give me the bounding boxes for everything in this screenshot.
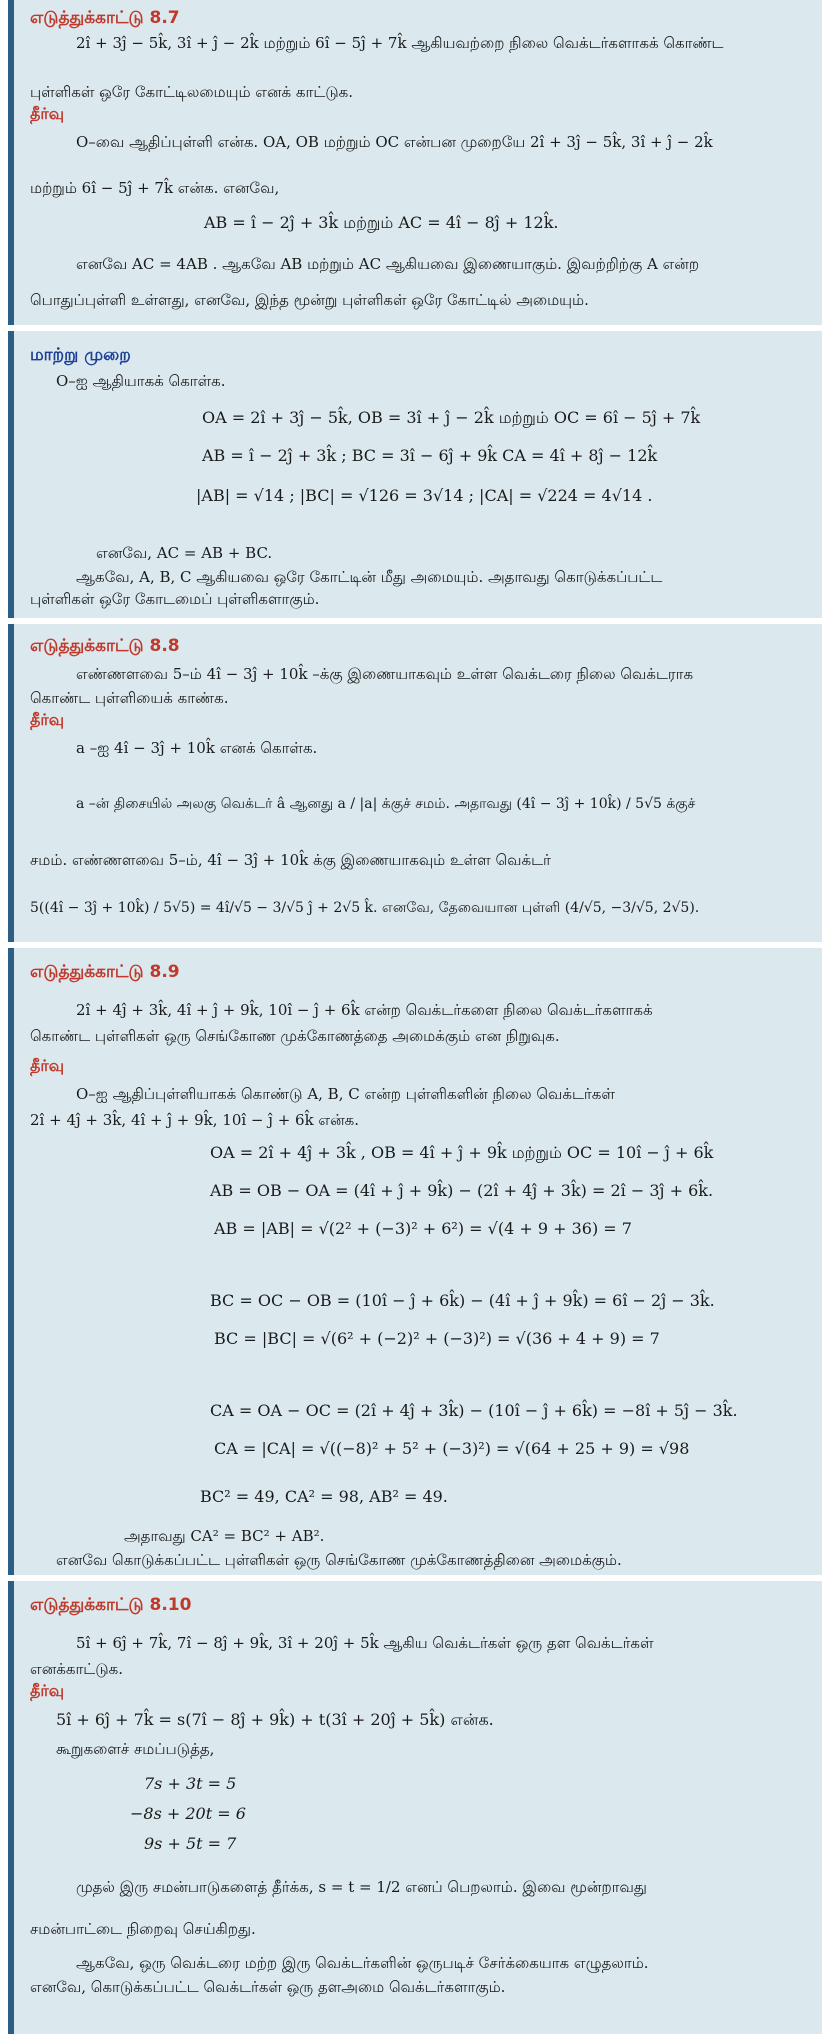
solution-line: O–ஐ ஆதிப்புள்ளியாகக் கொண்டு A, B, C என்ற புள்ளிகளின் நிலை வெக்டர்கள் — [76, 1085, 615, 1103]
text-line: சமன்பாட்டை நிறைவு செய்கிறது. — [30, 1920, 256, 1938]
equation: OA = 2î + 4ĵ + 3k̂ , OB = 4î + ĵ + 9k̂ மற்றும் OC = 10î − ĵ + 6k̂ — [210, 1143, 714, 1162]
text-line: ஆகவே, ஒரு வெக்டரை மற்ற இரு வெக்டர்களின் ஒருபடிச் சேர்க்கையாக எழுதலாம். — [76, 1954, 649, 1972]
text-line: எனவே, AC = AB + BC. — [96, 544, 273, 562]
example-8-8-box — [8, 624, 822, 942]
text-line: முதல் இரு சமன்பாடுகளைத் தீர்க்க, s = t = 1/2 எனப் பெறலாம். இவை மூன்றாவது — [76, 1878, 647, 1896]
text-line: அதாவது CA² = BC² + AB². — [124, 1527, 325, 1545]
example-8-7-box — [8, 0, 822, 325]
text-line: எனவே, கொடுக்கப்பட்ட வெக்டர்கள் ஒரு தளஅமை வெக்டர்களாகும். — [30, 1978, 506, 1996]
question-line: 2î + 4ĵ + 3k̂, 4î + ĵ + 9k̂, 10î − ĵ + 6k̂ என்ற வெக்டர்களை நிலை வெக்டர்களாகக் — [76, 1001, 653, 1019]
text-line: புள்ளிகள் ஒரே கோடமைப் புள்ளிகளாகும். — [30, 590, 320, 608]
equation: |AB| = √14 ; |BC| = √126 = 3√14 ; |CA| = √224 = 4√14 . — [196, 486, 653, 505]
question-line: கொண்ட புள்ளியைக் காண்க. — [30, 689, 229, 707]
equation: AB = |AB| = √(2² + (−3)² + 6²) = √(4 + 9 + 36) = 7 — [214, 1219, 632, 1238]
example-8-9-box — [8, 948, 822, 1575]
text-line: எனவே கொடுக்கப்பட்ட புள்ளிகள் ஒரு செங்கோண முக்கோணத்தினை அமைக்கும். — [56, 1551, 622, 1569]
equation: −8s + 20t = 6 — [130, 1804, 246, 1823]
equation: 9s + 5t = 7 — [144, 1834, 237, 1853]
example-title: எடுத்துக்காட்டு 8.9 — [30, 962, 180, 982]
equation: 7s + 3t = 5 — [144, 1774, 237, 1793]
equation: AB = î − 2ĵ + 3k̂ மற்றும் AC = 4î − 8ĵ + 12k̂. — [204, 213, 559, 232]
equation: BC = OC − OB = (10î − ĵ + 6k̂) − (4î + ĵ + 9k̂) = 6î − 2ĵ − 3k̂. — [210, 1291, 715, 1310]
question-line: புள்ளிகள் ஒரே கோட்டிலமையும் எனக் காட்டுக. — [30, 83, 354, 101]
equation: BC = |BC| = √(6² + (−2)² + (−3)²) = √(36 + 4 + 9) = 7 — [214, 1329, 660, 1348]
solution-line: a –ஐ 4î − 3ĵ + 10k̂ எனக் கொள்க. — [76, 739, 318, 757]
solution-label: தீர்வு — [30, 710, 65, 729]
example-title: எடுத்துக்காட்டு 8.10 — [30, 1595, 192, 1615]
solution-line: மற்றும் 6î − 5ĵ + 7k̂ என்க. எனவே, — [30, 179, 280, 197]
solution-line: எனவே AC = 4AB . ஆகவே AB மற்றும் AC ஆகியவை இணையாகும். இவற்றிற்கு A என்ற — [76, 255, 700, 273]
equation: AB = OB − OA = (4î + ĵ + 9k̂) − (2î + 4ĵ + 3k̂) = 2î − 3ĵ + 6k̂. — [210, 1181, 714, 1200]
question-line: எண்ணளவை 5–ம் 4î − 3ĵ + 10k̂ –க்கு இணையாகவும் உள்ள வெக்டரை நிலை வெக்டராக — [76, 665, 694, 683]
question-line: 5î + 6ĵ + 7k̂, 7î − 8ĵ + 9k̂, 3î + 20ĵ + 5k̂ ஆகிய வெக்டர்கள் ஒரு தள வெக்டர்கள் — [76, 1634, 654, 1652]
question-line: கொண்ட புள்ளிகள் ஒரு செங்கோண முக்கோணத்தை அமைக்கும் என நிறுவுக. — [30, 1027, 560, 1045]
equation: OA = 2î + 3ĵ − 5k̂, OB = 3î + ĵ − 2k̂ மற்றும் OC = 6î − 5ĵ + 7k̂ — [202, 408, 701, 427]
equation: CA = OA − OC = (2î + 4ĵ + 3k̂) − (10î − ĵ + 6k̂) = −8î + 5ĵ − 3k̂. — [210, 1401, 738, 1420]
solution-label: தீர்வு — [30, 1056, 65, 1075]
example-title: எடுத்துக்காட்டு 8.7 — [30, 8, 180, 28]
solution-line: 5((4î − 3ĵ + 10k̂) / 5√5) = 4î/√5 − 3/√5 ĵ + 2√5 k̂. எனவே, தேவையான புள்ளி (4/√5, −3/√5, 2√5). — [30, 900, 700, 916]
solution-line: O–வை ஆதிப்புள்ளி என்க. OA, OB மற்றும் OC என்பன முறையே 2î + 3ĵ − 5k̂, 3î + ĵ − 2k̂ — [76, 133, 713, 151]
alternative-title: மாற்று முறை — [30, 345, 131, 365]
solution-line: பொதுப்புள்ளி உள்ளது, எனவே, இந்த மூன்று புள்ளிகள் ஒரே கோட்டில் அமையும். — [30, 291, 589, 309]
equation: BC² = 49, CA² = 98, AB² = 49. — [200, 1487, 448, 1506]
solution-label: தீர்வு — [30, 1681, 65, 1700]
alternative-method-box — [8, 331, 822, 618]
text-line: கூறுகளைச் சமப்படுத்த, — [56, 1740, 215, 1758]
equation: CA = |CA| = √((−8)² + 5² + (−3)²) = √(64 + 25 + 9) = √98 — [214, 1439, 690, 1458]
example-8-10-box — [8, 1581, 822, 2034]
text-line: O–ஐ ஆதியாகக் கொள்க. — [56, 372, 226, 390]
text-line: ஆகவே, A, B, C ஆகியவை ஒரே கோட்டின் மீது அமையும். அதாவது கொடுக்கப்பட்ட — [76, 568, 663, 586]
solution-line: a –ன் திசையில் அலகு வெக்டர் â ஆனது a / |a| க்குச் சமம். அதாவது (4î − 3ĵ + 10k̂) / 5√5 க்குச் — [76, 796, 696, 812]
solution-line: 2î + 4ĵ + 3k̂, 4î + ĵ + 9k̂, 10î − ĵ + 6k̂ என்க. — [30, 1111, 360, 1129]
example-title: எடுத்துக்காட்டு 8.8 — [30, 636, 180, 656]
solution-line: சமம். எண்ணளவை 5–ம், 4î − 3ĵ + 10k̂ க்கு இணையாகவும் உள்ள வெக்டர் — [30, 851, 551, 869]
question-line: எனக்காட்டுக. — [30, 1660, 123, 1678]
question-line: 2î + 3ĵ − 5k̂, 3î + ĵ − 2k̂ மற்றும் 6î − 5ĵ + 7k̂ ஆகியவற்றை நிலை வெக்டர்களாகக் கொண்ட — [76, 34, 724, 52]
equation: AB = î − 2ĵ + 3k̂ ; BC = 3î − 6ĵ + 9k̂ CA = 4î + 8ĵ − 12k̂ — [202, 446, 658, 465]
solution-label: தீர்வு — [30, 104, 65, 123]
equation: 5î + 6ĵ + 7k̂ = s(7î − 8ĵ + 9k̂) + t(3î + 20ĵ + 5k̂) என்க. — [56, 1710, 494, 1729]
